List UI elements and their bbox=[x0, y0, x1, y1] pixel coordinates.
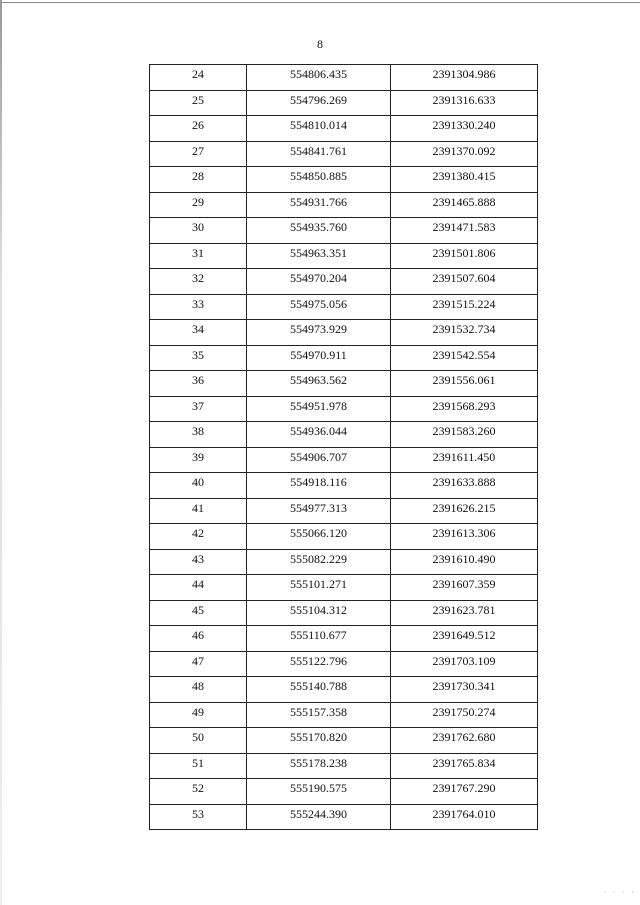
point-number-cell: 44 bbox=[150, 575, 247, 601]
y-coordinate-cell: 2391568.293 bbox=[391, 396, 538, 422]
y-coordinate-cell: 2391501.806 bbox=[391, 243, 538, 269]
point-number-cell: 52 bbox=[150, 779, 247, 805]
table-row bbox=[150, 192, 538, 218]
x-coordinate-cell: 555178.238 bbox=[247, 753, 391, 779]
x-coordinate-cell: 555104.312 bbox=[247, 600, 391, 626]
point-number-cell: 27 bbox=[150, 141, 247, 167]
y-coordinate-cell: 2391767.290 bbox=[391, 779, 538, 805]
coordinates-table-body bbox=[150, 65, 538, 830]
point-number-cell: 39 bbox=[150, 447, 247, 473]
y-coordinate-cell: 2391542.554 bbox=[391, 345, 538, 371]
table-row bbox=[150, 626, 538, 652]
y-coordinate-cell: 2391316.633 bbox=[391, 90, 538, 116]
table-row bbox=[150, 651, 538, 677]
y-coordinate-cell: 2391703.109 bbox=[391, 651, 538, 677]
table-row bbox=[150, 677, 538, 703]
y-coordinate-cell: 2391765.834 bbox=[391, 753, 538, 779]
point-number-cell: 42 bbox=[150, 524, 247, 550]
table-row bbox=[150, 447, 538, 473]
x-coordinate-cell: 555110.677 bbox=[247, 626, 391, 652]
table-row bbox=[150, 753, 538, 779]
point-number-cell: 40 bbox=[150, 473, 247, 499]
table-row bbox=[150, 575, 538, 601]
point-number-cell: 46 bbox=[150, 626, 247, 652]
x-coordinate-cell: 554806.435 bbox=[247, 65, 391, 91]
point-number-cell: 26 bbox=[150, 116, 247, 142]
point-number-cell: 51 bbox=[150, 753, 247, 779]
table-row bbox=[150, 473, 538, 499]
x-coordinate-cell: 554906.707 bbox=[247, 447, 391, 473]
table-row bbox=[150, 600, 538, 626]
x-coordinate-cell: 555157.358 bbox=[247, 702, 391, 728]
y-coordinate-cell: 2391607.359 bbox=[391, 575, 538, 601]
point-number-cell: 45 bbox=[150, 600, 247, 626]
y-coordinate-cell: 2391762.680 bbox=[391, 728, 538, 754]
y-coordinate-cell: 2391649.512 bbox=[391, 626, 538, 652]
point-number-cell: 38 bbox=[150, 422, 247, 448]
point-number-cell: 41 bbox=[150, 498, 247, 524]
y-coordinate-cell: 2391370.092 bbox=[391, 141, 538, 167]
x-coordinate-cell: 554970.204 bbox=[247, 269, 391, 295]
x-coordinate-cell: 555122.796 bbox=[247, 651, 391, 677]
table-row bbox=[150, 320, 538, 346]
point-number-cell: 37 bbox=[150, 396, 247, 422]
point-number-cell: 29 bbox=[150, 192, 247, 218]
x-coordinate-cell: 554935.760 bbox=[247, 218, 391, 244]
coordinates-table bbox=[149, 64, 538, 830]
table-row bbox=[150, 141, 538, 167]
x-coordinate-cell: 555190.575 bbox=[247, 779, 391, 805]
y-coordinate-cell: 2391730.341 bbox=[391, 677, 538, 703]
y-coordinate-cell: 2391611.450 bbox=[391, 447, 538, 473]
point-number-cell: 30 bbox=[150, 218, 247, 244]
x-coordinate-cell: 555082.229 bbox=[247, 549, 391, 575]
y-coordinate-cell: 2391556.061 bbox=[391, 371, 538, 397]
point-number-cell: 50 bbox=[150, 728, 247, 754]
y-coordinate-cell: 2391626.215 bbox=[391, 498, 538, 524]
table-row bbox=[150, 371, 538, 397]
point-number-cell: 49 bbox=[150, 702, 247, 728]
x-coordinate-cell: 554931.766 bbox=[247, 192, 391, 218]
y-coordinate-cell: 2391465.888 bbox=[391, 192, 538, 218]
table-row bbox=[150, 167, 538, 193]
y-coordinate-cell: 2391304.986 bbox=[391, 65, 538, 91]
y-coordinate-cell: 2391471.583 bbox=[391, 218, 538, 244]
point-number-cell: 28 bbox=[150, 167, 247, 193]
scan-noise-dots: · · · · bbox=[603, 887, 636, 897]
y-coordinate-cell: 2391507.604 bbox=[391, 269, 538, 295]
table-row bbox=[150, 243, 538, 269]
table-row bbox=[150, 549, 538, 575]
x-coordinate-cell: 554963.351 bbox=[247, 243, 391, 269]
x-coordinate-cell: 554936.044 bbox=[247, 422, 391, 448]
y-coordinate-cell: 2391330.240 bbox=[391, 116, 538, 142]
point-number-cell: 25 bbox=[150, 90, 247, 116]
table-row bbox=[150, 498, 538, 524]
scan-top-edge bbox=[0, 2, 640, 3]
point-number-cell: 36 bbox=[150, 371, 247, 397]
y-coordinate-cell: 2391515.224 bbox=[391, 294, 538, 320]
table-row bbox=[150, 804, 538, 830]
x-coordinate-cell: 554918.116 bbox=[247, 473, 391, 499]
x-coordinate-cell: 555170.820 bbox=[247, 728, 391, 754]
table-row bbox=[150, 269, 538, 295]
x-coordinate-cell: 554951.978 bbox=[247, 396, 391, 422]
table-row bbox=[150, 90, 538, 116]
scan-left-edge bbox=[0, 0, 2, 905]
x-coordinate-cell: 554975.056 bbox=[247, 294, 391, 320]
x-coordinate-cell: 554796.269 bbox=[247, 90, 391, 116]
table-row bbox=[150, 396, 538, 422]
table-row bbox=[150, 728, 538, 754]
y-coordinate-cell: 2391532.734 bbox=[391, 320, 538, 346]
point-number-cell: 24 bbox=[150, 65, 247, 91]
point-number-cell: 43 bbox=[150, 549, 247, 575]
table-row bbox=[150, 779, 538, 805]
point-number-cell: 48 bbox=[150, 677, 247, 703]
y-coordinate-cell: 2391633.888 bbox=[391, 473, 538, 499]
y-coordinate-cell: 2391583.260 bbox=[391, 422, 538, 448]
table-row bbox=[150, 524, 538, 550]
point-number-cell: 31 bbox=[150, 243, 247, 269]
x-coordinate-cell: 555140.788 bbox=[247, 677, 391, 703]
point-number-cell: 32 bbox=[150, 269, 247, 295]
x-coordinate-cell: 555244.390 bbox=[247, 804, 391, 830]
table-row bbox=[150, 218, 538, 244]
y-coordinate-cell: 2391610.490 bbox=[391, 549, 538, 575]
y-coordinate-cell: 2391750.274 bbox=[391, 702, 538, 728]
x-coordinate-cell: 554963.562 bbox=[247, 371, 391, 397]
x-coordinate-cell: 554977.313 bbox=[247, 498, 391, 524]
table-row bbox=[150, 422, 538, 448]
x-coordinate-cell: 554810.014 bbox=[247, 116, 391, 142]
x-coordinate-cell: 554841.761 bbox=[247, 141, 391, 167]
table-row bbox=[150, 116, 538, 142]
y-coordinate-cell: 2391380.415 bbox=[391, 167, 538, 193]
table-row bbox=[150, 65, 538, 91]
point-number-cell: 53 bbox=[150, 804, 247, 830]
x-coordinate-cell: 554850.885 bbox=[247, 167, 391, 193]
x-coordinate-cell: 555101.271 bbox=[247, 575, 391, 601]
x-coordinate-cell: 554973.929 bbox=[247, 320, 391, 346]
x-coordinate-cell: 554970.911 bbox=[247, 345, 391, 371]
y-coordinate-cell: 2391623.781 bbox=[391, 600, 538, 626]
point-number-cell: 34 bbox=[150, 320, 247, 346]
y-coordinate-cell: 2391764.010 bbox=[391, 804, 538, 830]
table-row bbox=[150, 294, 538, 320]
page-number: 8 bbox=[317, 37, 323, 51]
y-coordinate-cell: 2391613.306 bbox=[391, 524, 538, 550]
point-number-cell: 35 bbox=[150, 345, 247, 371]
x-coordinate-cell: 555066.120 bbox=[247, 524, 391, 550]
point-number-cell: 33 bbox=[150, 294, 247, 320]
table-row bbox=[150, 702, 538, 728]
table-row bbox=[150, 345, 538, 371]
point-number-cell: 47 bbox=[150, 651, 247, 677]
